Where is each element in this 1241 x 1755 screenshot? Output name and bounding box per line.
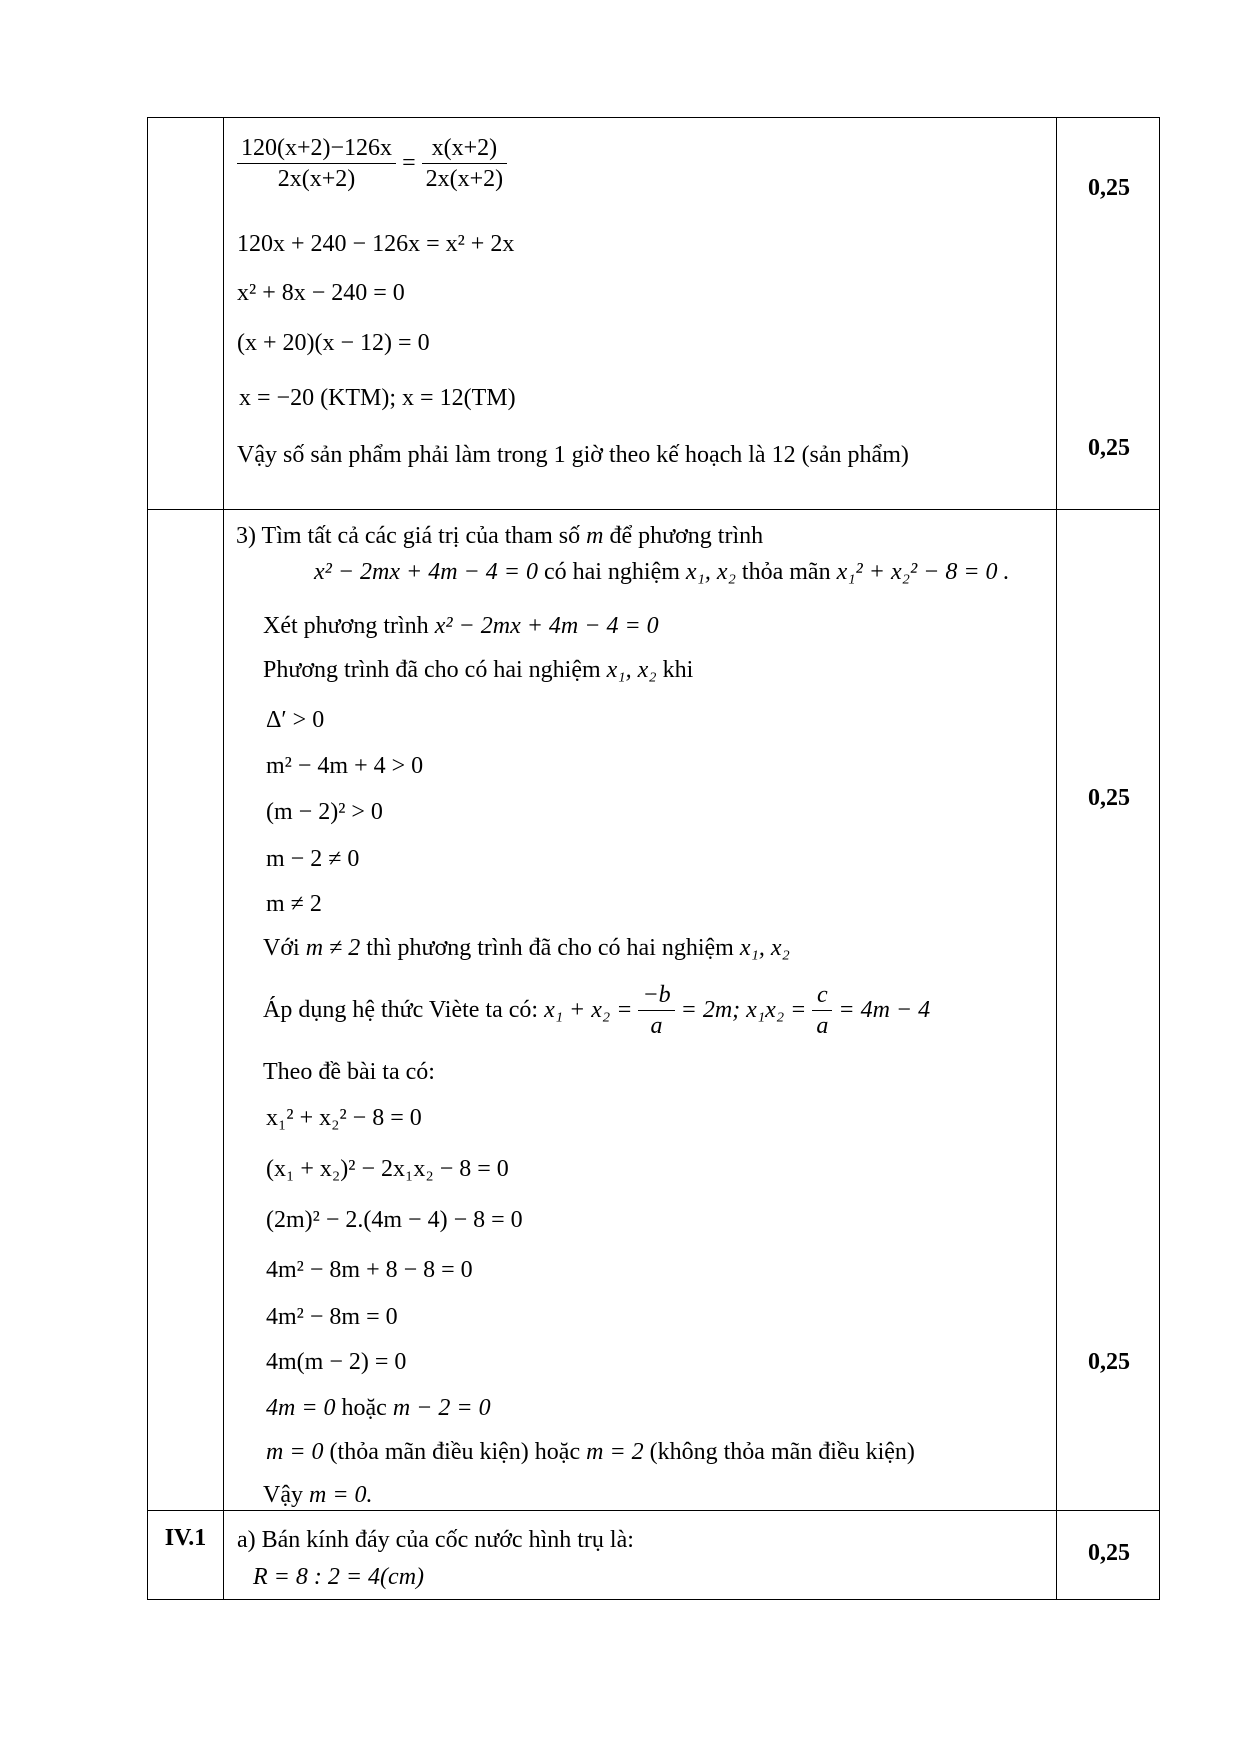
score-2: 0,25 bbox=[1088, 435, 1130, 461]
equation: x² − 2mx + 4m − 4 = 0 bbox=[314, 559, 538, 585]
question-text: có hai nghiệm bbox=[543, 559, 680, 585]
step-line: (2m)² − 2.(4m − 4) − 8 = 0 bbox=[266, 1207, 523, 1233]
question-3-line-1 bbox=[236, 521, 763, 551]
step-or: hoặc bbox=[341, 1395, 387, 1421]
step-line: x₁² + x₂² − 8 = 0 bbox=[266, 1105, 422, 1131]
has-roots-when: khi bbox=[662, 657, 694, 683]
with-m: m ≠ 2 bbox=[305, 935, 361, 961]
viete-fraction-2-numerator: c bbox=[812, 980, 832, 1011]
fraction-left bbox=[237, 133, 396, 194]
has-roots-line bbox=[263, 655, 693, 685]
with-vars: x₁, x₂ bbox=[739, 935, 790, 961]
step-line bbox=[266, 1437, 915, 1467]
step-note: (thỏa mãn điều kiện) hoặc bbox=[329, 1439, 581, 1465]
viete-fraction-2 bbox=[812, 980, 832, 1041]
consider-line bbox=[263, 611, 659, 641]
step-line: m² − 4m + 4 > 0 bbox=[266, 753, 424, 779]
question-3-line-2 bbox=[314, 557, 1010, 587]
fraction-equation bbox=[237, 133, 507, 194]
has-roots-vars: x₁, x₂ bbox=[606, 657, 657, 683]
has-roots-text: Phương trình đã cho có hai nghiệm bbox=[263, 657, 601, 683]
fraction-right-denominator: 2x(x+2) bbox=[425, 166, 504, 192]
part4-line-1: a) Bán kính đáy của cốc nước hình trụ là: bbox=[237, 1527, 634, 1553]
conclusion-text: Vậy số sản phẩm phải làm trong 1 giờ theo kế hoạch là 12 (sản phẩm) bbox=[237, 442, 909, 468]
step-eq: m − 2 = 0 bbox=[392, 1395, 491, 1421]
step-eq: m = 2 bbox=[586, 1439, 644, 1465]
fraction-right-numerator: x(x+2) bbox=[422, 133, 508, 164]
viete-line bbox=[263, 980, 930, 1041]
fraction-left-denominator: 2x(x+2) bbox=[277, 166, 356, 192]
param-m: m bbox=[586, 523, 604, 549]
theo-text: Theo đề bài ta có: bbox=[263, 1059, 435, 1085]
step-line: 4m² − 8m + 8 − 8 = 0 bbox=[266, 1257, 473, 1283]
score-5: 0,25 bbox=[1088, 1540, 1130, 1566]
fraction-right bbox=[422, 133, 508, 194]
step-line: 4m(m − 2) = 0 bbox=[266, 1349, 407, 1375]
step-note: (không thỏa mãn điều kiện) bbox=[649, 1439, 915, 1465]
score-3: 0,25 bbox=[1088, 785, 1130, 811]
with-text: thì phương trình đã cho có hai nghiệm bbox=[366, 935, 734, 961]
step-line: (m − 2)² > 0 bbox=[266, 799, 383, 825]
final-eq: m = 0. bbox=[308, 1482, 373, 1508]
row-label: IV.1 bbox=[164, 1525, 207, 1551]
row-divider-2 bbox=[147, 1510, 1160, 1511]
question-text: thỏa mãn bbox=[741, 559, 831, 585]
equation-line: 120x + 240 − 126x = x² + 2x bbox=[237, 231, 515, 257]
viete-mid: = 2m; x₁x₂ = bbox=[680, 997, 807, 1023]
step-line bbox=[266, 1393, 491, 1423]
equation-line: x = −20 (KTM); x = 12(TM) bbox=[239, 385, 516, 411]
radius-equation: R = 8 : 2 = 4(cm) bbox=[253, 1564, 425, 1590]
table-border-top bbox=[147, 117, 1160, 118]
viete-fraction-2-denominator: a bbox=[816, 1013, 829, 1039]
col-border-right bbox=[1159, 117, 1160, 1600]
roots: x₁, x₂ bbox=[685, 559, 736, 585]
viete-fraction-1-numerator: −b bbox=[638, 980, 674, 1011]
step-line: (x₁ + x₂)² − 2x₁x₂ − 8 = 0 bbox=[266, 1156, 509, 1182]
col-border-left bbox=[147, 117, 148, 1600]
with-condition-line bbox=[263, 933, 790, 963]
with-text: Với bbox=[263, 935, 300, 961]
equation-line: x² + 8x − 240 = 0 bbox=[237, 280, 405, 306]
col-divider-2 bbox=[1056, 117, 1057, 1600]
step-line: Δ′ > 0 bbox=[266, 707, 325, 733]
equals-sign: = bbox=[402, 150, 416, 176]
score-4: 0,25 bbox=[1088, 1349, 1130, 1375]
step-line: m − 2 ≠ 0 bbox=[266, 846, 360, 872]
step-line: m ≠ 2 bbox=[266, 891, 322, 917]
col-divider-1 bbox=[223, 117, 224, 1600]
consider-equation: x² − 2mx + 4m − 4 = 0 bbox=[434, 613, 659, 639]
table-border-bottom bbox=[147, 1599, 1160, 1600]
consider-text: Xét phương trình bbox=[263, 613, 429, 639]
question-text: 3) Tìm tất cả các giá trị của tham số bbox=[236, 523, 581, 549]
final-line bbox=[263, 1480, 373, 1510]
viete-end: = 4m − 4 bbox=[838, 997, 931, 1023]
step-eq: 4m = 0 bbox=[266, 1395, 336, 1421]
step-eq: m = 0 bbox=[266, 1439, 324, 1465]
part4-line-2 bbox=[253, 1562, 424, 1592]
final-text: Vậy bbox=[263, 1482, 303, 1508]
question-text: để phương trình bbox=[609, 523, 764, 549]
viete-text: Áp dụng hệ thức Viète ta có: bbox=[263, 997, 539, 1023]
row-divider-1 bbox=[147, 509, 1160, 510]
step-line: 4m² − 8m = 0 bbox=[266, 1304, 398, 1330]
equation-line: (x + 20)(x − 12) = 0 bbox=[237, 330, 430, 356]
condition: x₁² + x₂² − 8 = 0 . bbox=[836, 559, 1010, 585]
viete-sum: x₁ + x₂ = bbox=[544, 997, 633, 1023]
score-1: 0,25 bbox=[1088, 175, 1130, 201]
viete-fraction-1-denominator: a bbox=[650, 1013, 663, 1039]
fraction-left-numerator: 120(x+2)−126x bbox=[237, 133, 396, 164]
viete-fraction-1 bbox=[638, 980, 674, 1041]
